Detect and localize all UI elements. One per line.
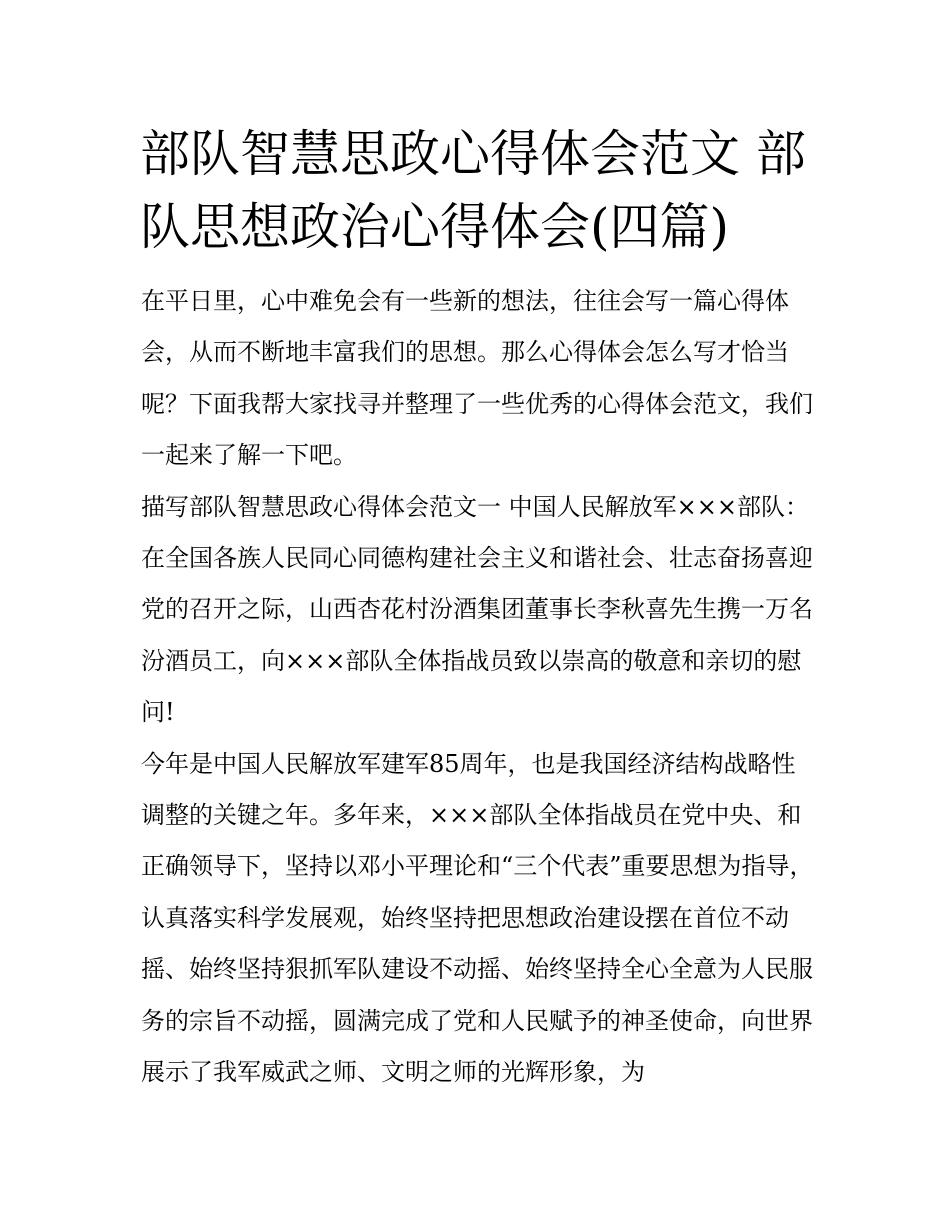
document-title: 部队智慧思政心得体会范文 部队思想政治心得体会(四篇) [140, 125, 806, 256]
paragraph-main: 今年是中国人民解放军建军85周年，也是我国经济结构战略性调整的关键之年。多年来，×××部队全体指战员在党中央、和正确领导下，坚持以邓小平理论和“三个代表”重要思想为指导，认真落实科学发展观，始终坚持把思想政治建设摆在首位不动摇、始终坚持狠抓军队建设不动摇、始终坚持全心全意为人民服务的宗旨不动摇，圆满完成了党和人民赋予的神圣使命，向世界展示了我军威武之师、文明之师的光辉形象，为 [141, 749, 814, 1087]
paragraph-greeting: 在全国各族人民同心同德构建社会主义和谐社会、壮志奋扬喜迎党的召开之际，山西杏花村汾酒集团董事长李秋喜先生携一万名汾酒员工，向×××部队全体指战员致以崇高的敬意和亲切的慰问! [141, 544, 813, 727]
paragraph-heading: 描写部队智慧思政心得体会范文一 中国人民解放军×××部队： [141, 492, 809, 521]
document-body [141, 276, 816, 1099]
paragraph-intro: 在平日里，心中难免会有一些新的想法，往往会写一篇心得体会，从而不断地丰富我们的思想。那么心得体会怎么写才恰当呢？下面我帮大家找寻并整理了一些优秀的心得体会范文，我们一起来了解一下吧。 [141, 287, 813, 470]
